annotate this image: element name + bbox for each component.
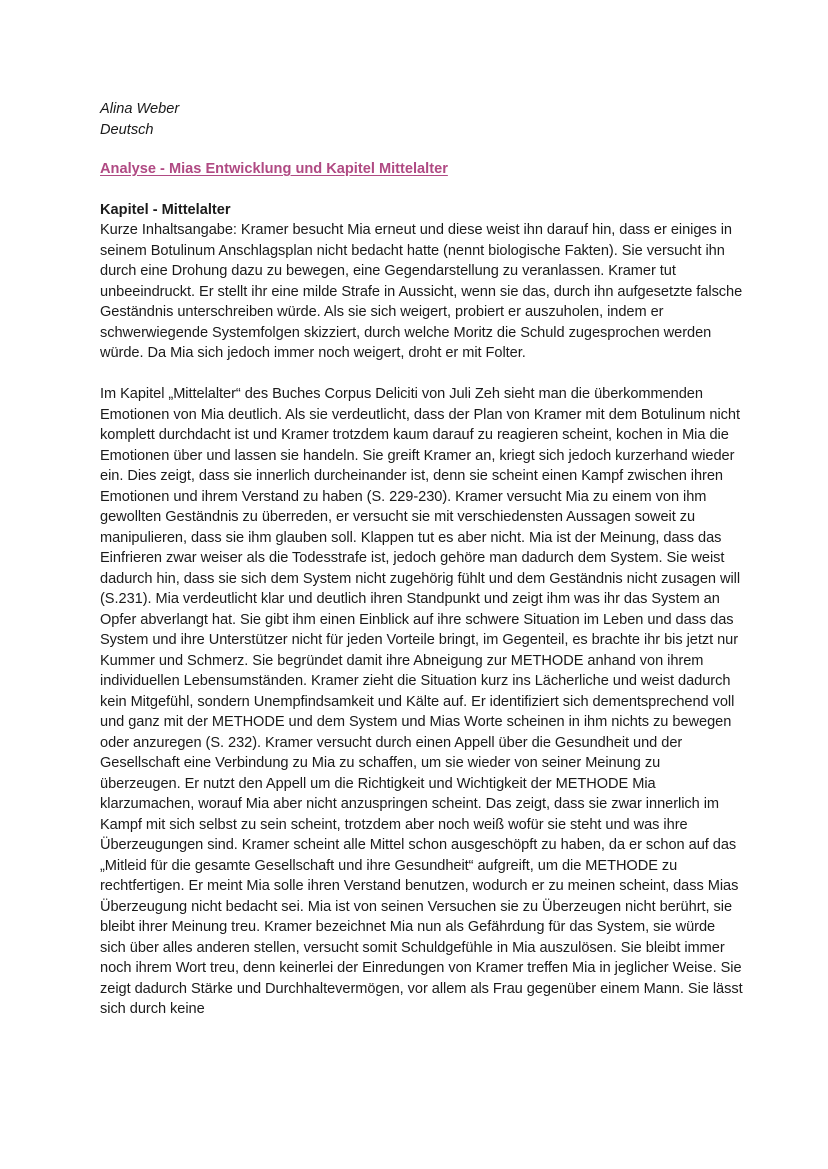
author-name: Alina Weber	[100, 101, 180, 117]
document-header	[100, 99, 744, 140]
subject-name: Deutsch	[100, 121, 154, 138]
summary-paragraph: Kurze Inhaltsangabe: Kramer besucht Mia erneut und diese weist ihn darauf hin, dass er einiges in seinem Botulinum Anschlagsplan nicht bedacht hatte (nennt biologische Fakten). Sie versucht ihn durch eine Drohung dazu zu bewegen, eine Gegendarstellung zu veranlassen. Kramer tut unbeeindruckt. Er stellt ihr eine milde Strafe in Aussicht, wenn sie das, durch ihn aufgesetzte falsche Geständnis unterschreiben würde. Als sie sich weigert, probiert er auszuholen, indem er schwerwiegende Systemfolgen skizziert, durch welche Moritz die Schuld zugesprochen werden würde. Da Mia sich jedoch immer noch weigert, droht er mit Folter.	[100, 222, 743, 361]
section-heading: Kapitel - Mittelalter	[100, 201, 231, 218]
analysis-paragraph: Im Kapitel „Mittelalter“ des Buches Corpus Deliciti von Juli Zeh sieht man die überkommenden Emotionen von Mia deutlich. Als sie verdeutlicht, dass der Plan von Kramer mit dem Botulinum nicht komplett durchdacht ist und Kramer trotzdem kaum darauf zu reagieren scheint, kochen in Mia die Emotionen über und lassen sie handeln. Sie greift Kramer an, kriegt sich jedoch kurzerhand wieder ein. Dies zeigt, dass sie innerlich durcheinander ist, denn sie scheint einen Kampf zwischen ihren Emotionen und ihrem Verstand zu haben (S. 229-230). Kramer versucht Mia zu einem von ihm gewollten Geständnis zu überreden, er versucht sie mit verschiedensten Aussagen soweit zu manipulieren, dass sie ihm glauben soll. Klappen tut es aber nicht. Mia ist der Meinung, dass das Einfrieren zwar weiser als die Todesstrafe ist, jedoch gehöre man dadurch dem System. Sie weist dadurch hin, dass sie sich dem System nicht zugehörig fühlt und dem Geständnis nicht zusagen will (S.231). Mia verdeutlicht klar und deutlich ihren Standpunkt und zeigt ihm was ihr das System an Opfer abverlangt hat. Sie gibt ihm einen Einblick auf ihre schwere Situation im Leben und dass das System und ihre Unterstützer nicht für jeden Vorteile bringt, im Gegenteil, es brachte ihr bis jetzt nur Kummer und Schmerz. Sie begründet damit ihre Abneigung zur METHODE anhand von ihrem individuellen Lebensumständen. Kramer zieht die Situation kurz ins Lächerliche und weist dadurch kein Mitgefühl, sondern Unempfindsamkeit und Kälte auf. Er identifiziert sich dementsprechend voll und ganz mit der METHODE und dem System und Mias Worte scheinen in ihm nichts zu bewegen oder anzuregen (S. 232). Kramer versucht durch einen Appell über die Gesundheit und der Gesellschaft eine Verbindung zu Mia zu schaffen, um sie wieder von seiner Meinung zu überzeugen. Er nutzt den Appell um die Richtigkeit und Wichtigkeit der METHODE Mia klarzumachen, worauf Mia aber nicht anzuspringen scheint. Das zeigt, dass sie zwar innerlich im Kampf mit sich selbst zu sein scheint, trotzdem aber noch weiß wofür sie steht und was ihre Überzeugungen sind. Kramer scheint alle Mittel schon ausgeschöpft zu haben, da er schon auf das „Mitleid für die gesamte Gesellschaft und ihre Gesundheit“ aufgreift, um die METHODE zu rechtfertigen. Er meint Mia solle ihren Verstand benutzen, wodurch er zu meinen scheint, dass Mias Überzeugung nicht bedacht sei. Mia ist von seinen Versuchen sie zu Überzeugen nicht berührt, sie bleibt ihrer Meinung treu. Kramer bezeichnet Mia nun als Gefährdung für das System, sie würde sich über alles anderen stellen, versucht somit Schuldgefühle in Mia auszulösen. Sie bleibt immer noch ihrem Wort treu, denn keinerlei der Einredungen von Kramer treffen Mia in jeglicher Weise. Sie zeigt dadurch Stärke und Durchhaltevermögen, vor allem als Frau gegenüber einem Mann. Sie lässt sich durch keine	[100, 386, 743, 1017]
document-title: Analyse - Mias Entwicklung und Kapitel Mittelalter	[100, 161, 448, 177]
